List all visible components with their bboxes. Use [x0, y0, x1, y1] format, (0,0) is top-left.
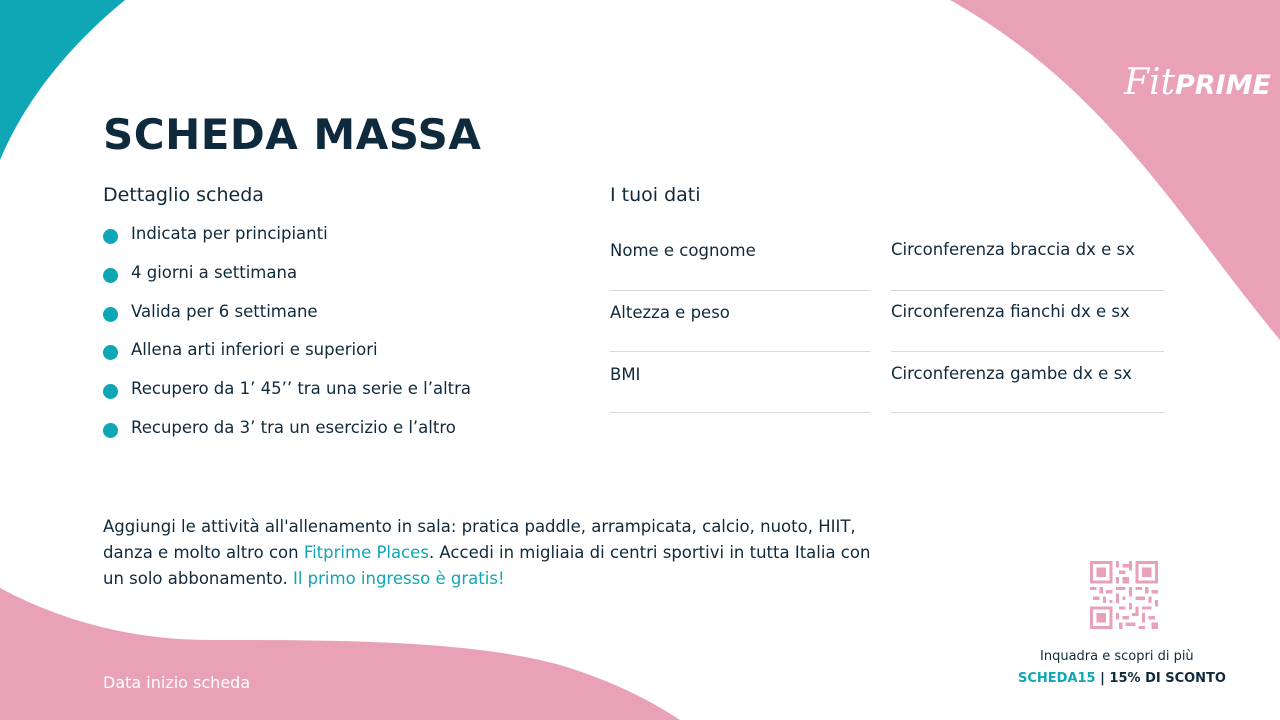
list-item: Valida per 6 settimane — [103, 302, 471, 341]
start-date-label: Data inizio scheda — [103, 673, 251, 692]
your-data-heading: I tuoi dati — [610, 184, 701, 206]
details-heading: Dettaglio scheda — [103, 184, 264, 206]
field-label-legs: Circonferenza gambe dx e sx — [891, 364, 1132, 383]
bullet-dot-icon — [103, 229, 118, 244]
field-line-arms[interactable] — [891, 290, 1164, 291]
qr-caption: Inquadra e scopri di più — [1040, 649, 1194, 664]
fitprime-logo: FitPRIME — [1124, 62, 1271, 103]
field-line-hips[interactable] — [891, 351, 1164, 352]
list-item: Allena arti inferiori e superiori — [103, 340, 471, 379]
details-list — [103, 224, 471, 457]
fitprime-places-link[interactable]: Fitprime Places — [303, 543, 429, 562]
field-label-bmi: BMI — [610, 365, 641, 384]
qr-code-icon[interactable] — [1090, 561, 1158, 629]
field-label-height-weight: Altezza e peso — [610, 303, 730, 322]
field-label-name: Nome e cognome — [610, 241, 756, 260]
list-item: 4 giorni a settimana — [103, 263, 471, 302]
bullet-dot-icon — [103, 345, 118, 360]
promo-paragraph: Aggiungi le attività all'allenamento in sala: pratica paddle, arrampicata, calcio, nuoto, HIIT, danza e molto altro con Fitprime Places. Accedi in migliaia di centri sportivi in tutta Italia con un solo abbonamento. Il primo ingresso è gratis! — [103, 517, 871, 588]
bullet-dot-icon — [103, 423, 118, 438]
field-line-height-weight[interactable] — [610, 351, 870, 352]
page-title: SCHEDA MASSA — [103, 110, 482, 159]
pink-top-right-shape — [950, 0, 1280, 340]
bullet-dot-icon — [103, 268, 118, 283]
list-item: Indicata per principianti — [103, 224, 471, 263]
promo-code: SCHEDA15 — [1018, 671, 1096, 686]
first-entry-free-highlight: Il primo ingresso è gratis! — [292, 569, 505, 588]
bullet-dot-icon — [103, 307, 118, 322]
list-item: Recupero da 1’ 45’’ tra una serie e l’altra — [103, 379, 471, 418]
field-line-legs[interactable] — [891, 412, 1164, 413]
discount-code: SCHEDA15 | 15% DI SCONTO — [1018, 671, 1226, 686]
field-line-bmi[interactable] — [610, 412, 870, 413]
discount-text: 15% DI SCONTO — [1109, 671, 1226, 686]
bullet-dot-icon — [103, 384, 118, 399]
list-item: Recupero da 3’ tra un esercizio e l’altro — [103, 418, 471, 457]
field-label-arms: Circonferenza braccia dx e sx — [891, 240, 1135, 259]
field-label-hips: Circonferenza fianchi dx e sx — [891, 302, 1130, 321]
field-line-name[interactable] — [610, 290, 870, 291]
pink-bottom-left-shape — [0, 588, 680, 720]
